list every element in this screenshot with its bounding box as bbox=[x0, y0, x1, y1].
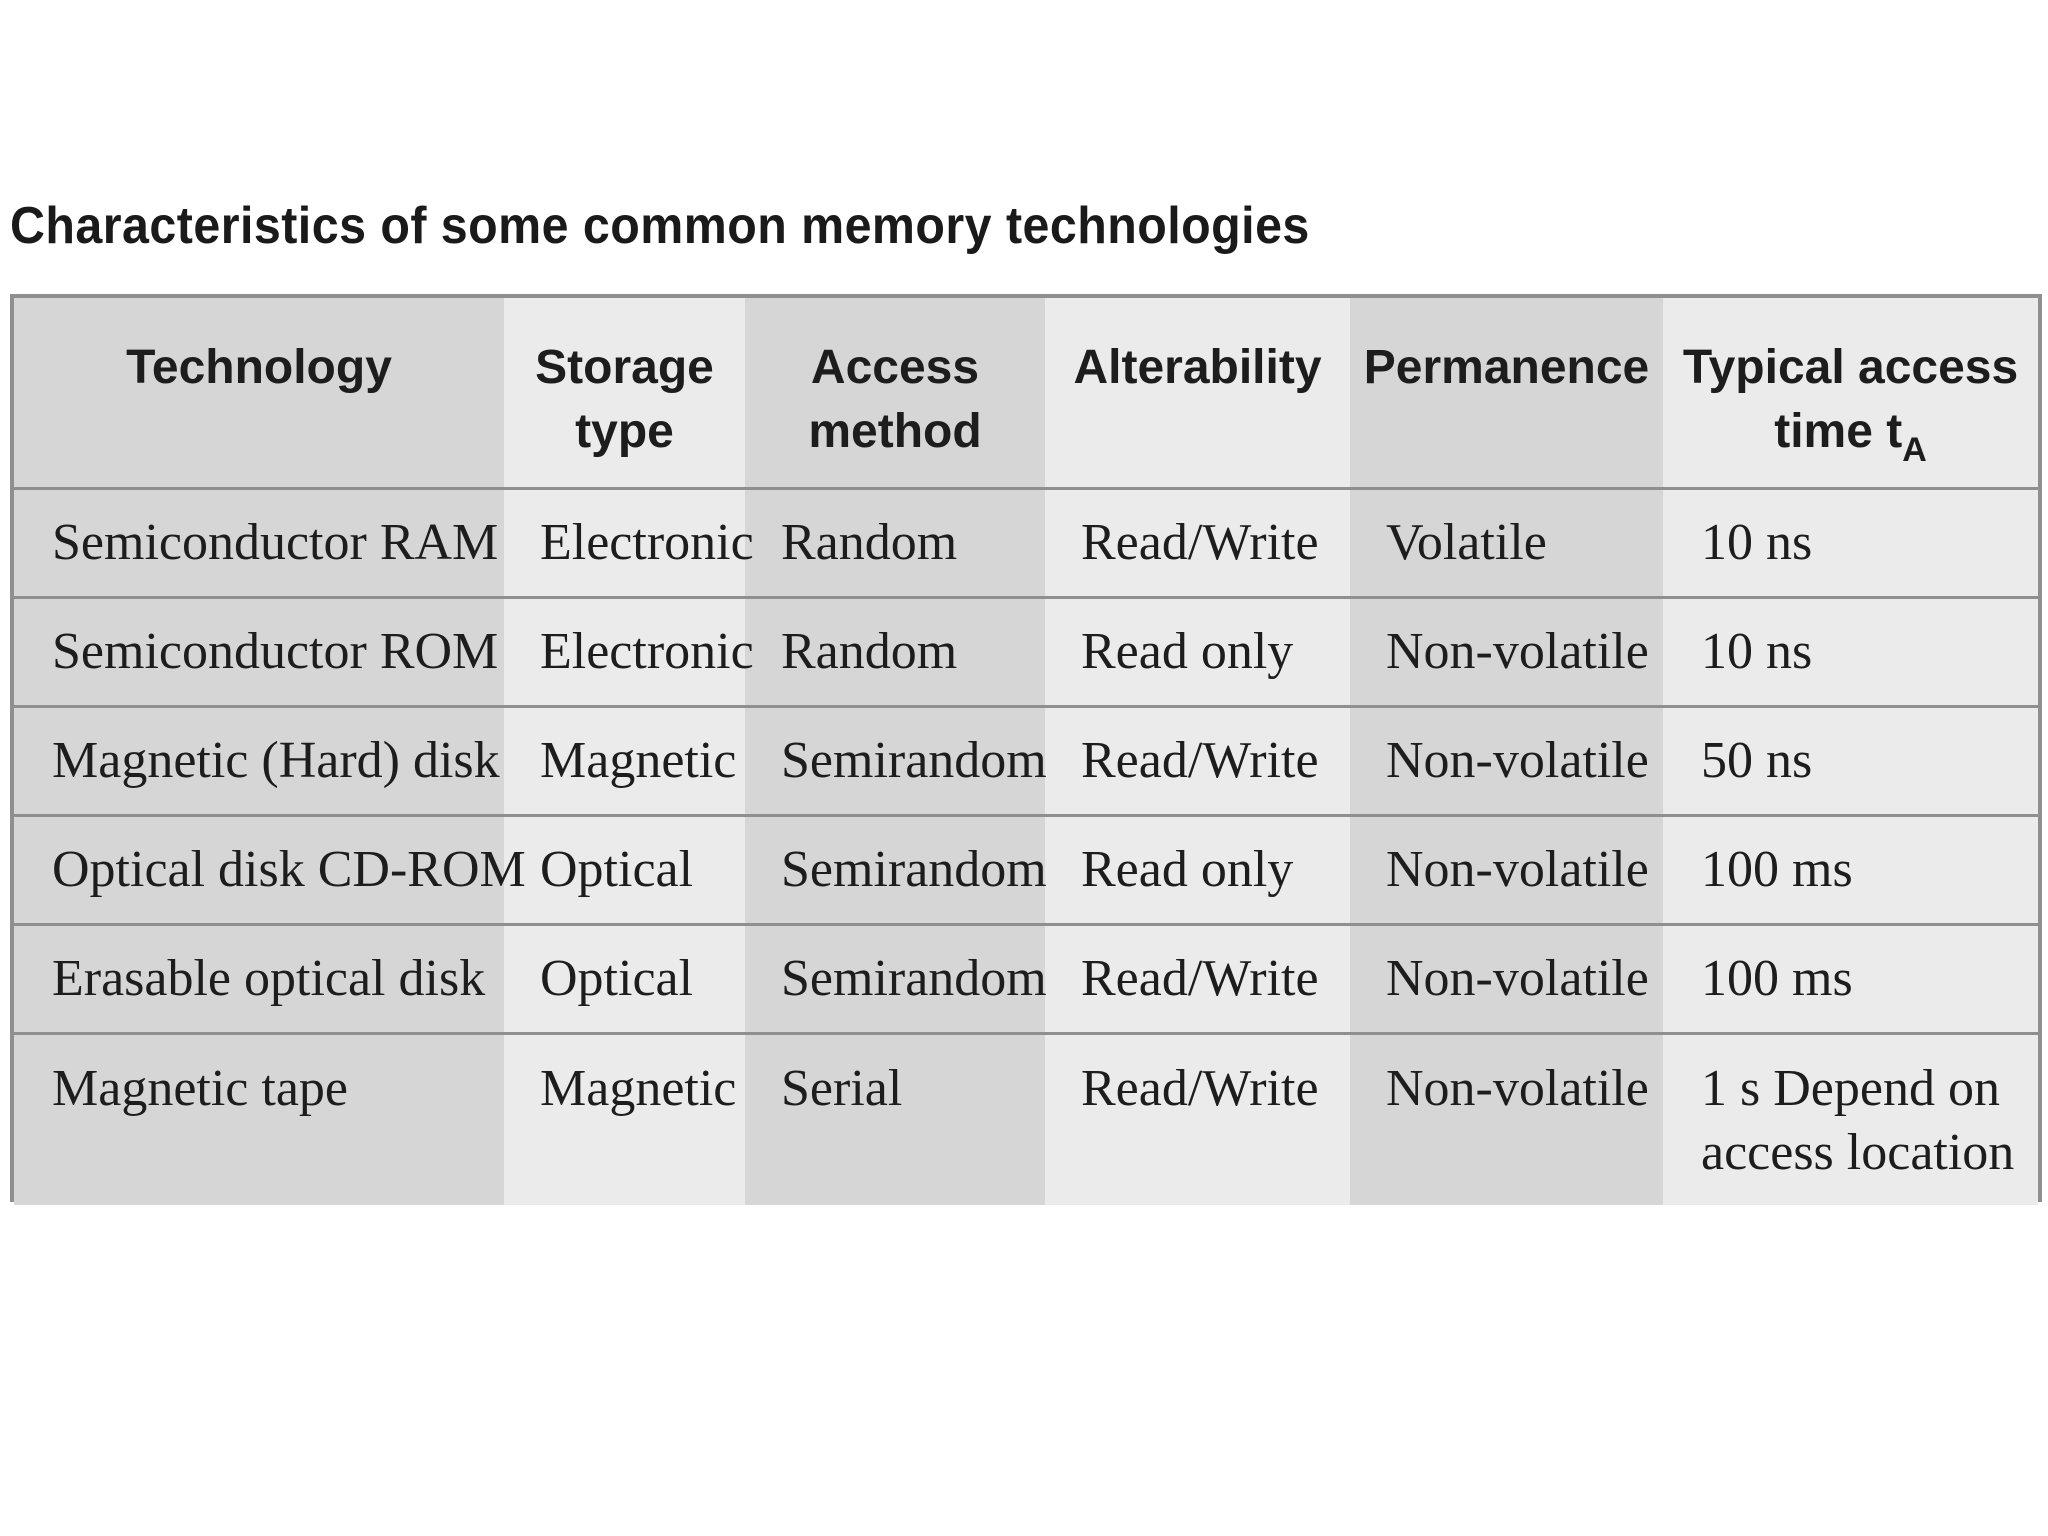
cell-technology: Semiconductor ROM bbox=[14, 597, 504, 706]
cell-technology: Magnetic tape bbox=[14, 1033, 504, 1205]
memory-technologies-table bbox=[14, 298, 2038, 1205]
cell-technology: Erasable optical disk bbox=[14, 924, 504, 1033]
table-row bbox=[14, 706, 2038, 815]
header-alterability: Alterability bbox=[1045, 298, 1350, 488]
cell-access-time: 10 ns bbox=[1663, 597, 2038, 706]
header-access-time: Typical access time $t_A$ bbox=[1663, 298, 2038, 488]
cell-alterability: Read/Write bbox=[1045, 924, 1350, 1033]
cell-storage-type: Magnetic bbox=[504, 1033, 745, 1205]
cell-permanence: Non-volatile bbox=[1350, 706, 1663, 815]
cell-storage-type: Electronic bbox=[504, 488, 745, 597]
cell-permanence: Non-volatile bbox=[1350, 815, 1663, 924]
cell-permanence: Non-volatile bbox=[1350, 924, 1663, 1033]
header-technology: Technology bbox=[14, 298, 504, 488]
cell-storage-type: Optical bbox=[504, 924, 745, 1033]
cell-alterability: Read/Write bbox=[1045, 1033, 1350, 1205]
cell-alterability: Read/Write bbox=[1045, 488, 1350, 597]
cell-access-method: Serial bbox=[745, 1033, 1045, 1205]
cell-access-time: 100 ms bbox=[1663, 924, 2038, 1033]
cell-technology: Semiconductor RAM bbox=[14, 488, 504, 597]
table-row bbox=[14, 924, 2038, 1033]
cell-technology: Optical disk CD-ROM bbox=[14, 815, 504, 924]
cell-storage-type: Magnetic bbox=[504, 706, 745, 815]
cell-storage-type: Electronic bbox=[504, 597, 745, 706]
header-access-method: Access method bbox=[745, 298, 1045, 488]
cell-permanence: Volatile bbox=[1350, 488, 1663, 597]
cell-access-time: 50 ns bbox=[1663, 706, 2038, 815]
header-permanence: Permanence bbox=[1350, 298, 1663, 488]
cell-alterability: Read only bbox=[1045, 597, 1350, 706]
header-storage-type: Storage type bbox=[504, 298, 745, 488]
cell-permanence: Non-volatile bbox=[1350, 1033, 1663, 1205]
cell-access-time: 10 ns bbox=[1663, 488, 2038, 597]
cell-access-method: Random bbox=[745, 597, 1045, 706]
table-row bbox=[14, 597, 2038, 706]
cell-access-time: 1 s Depend on access location bbox=[1663, 1033, 2038, 1205]
cell-access-method: Random bbox=[745, 488, 1045, 597]
header-row bbox=[14, 298, 2038, 488]
header-access-time-subscript: A bbox=[1902, 431, 1927, 469]
table-row bbox=[14, 815, 2038, 924]
cell-permanence: Non-volatile bbox=[1350, 597, 1663, 706]
cell-access-method: Semirandom bbox=[745, 924, 1045, 1033]
cell-technology: Magnetic (Hard) disk bbox=[14, 706, 504, 815]
table-caption: Characteristics of some common memory technologies bbox=[10, 197, 1310, 255]
memory-technologies-table-frame bbox=[10, 294, 2042, 1202]
cell-alterability: Read only bbox=[1045, 815, 1350, 924]
cell-alterability: Read/Write bbox=[1045, 706, 1350, 815]
table-row bbox=[14, 1033, 2038, 1205]
cell-access-time: 100 ms bbox=[1663, 815, 2038, 924]
cell-storage-type: Optical bbox=[504, 815, 745, 924]
cell-access-method: Semirandom bbox=[745, 815, 1045, 924]
table-row bbox=[14, 488, 2038, 597]
cell-access-method: Semirandom bbox=[745, 706, 1045, 815]
